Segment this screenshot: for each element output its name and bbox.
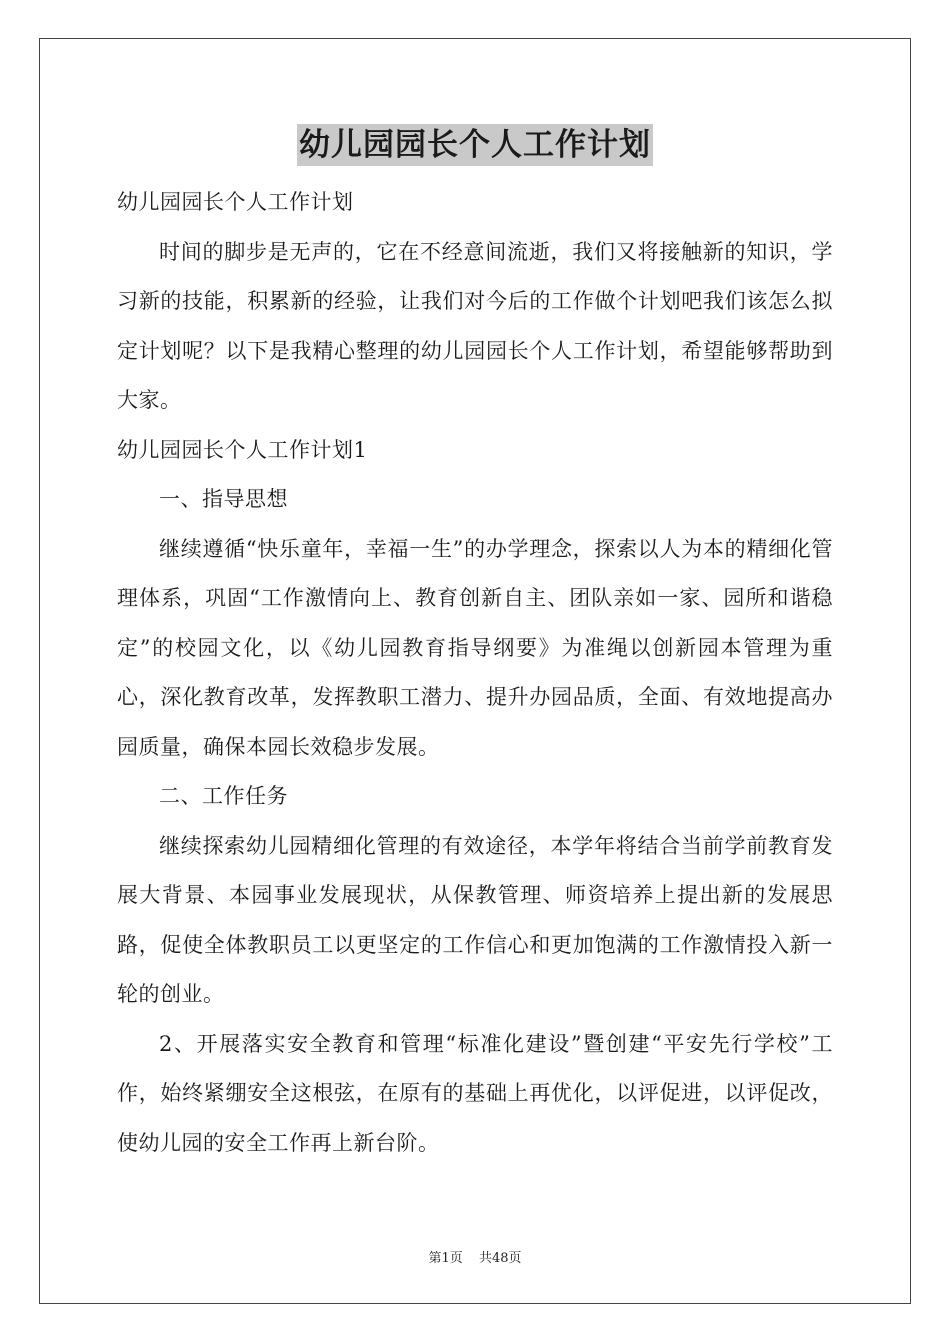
paragraph: 继续探索幼儿园精细化管理的有效途径，本学年将结合当前学前教育发展大背景、本园事业发展现状，从保教管理、师资培养上提出新的发展思路，促使全体教职员工以更坚定的工作信心和更加饱满的工作激情投入新一轮的创业。 (117, 833, 833, 1006)
title-container (0, 124, 950, 166)
paragraph: 继续遵循“快乐童年，幸福一生”的办学理念，探索以人为本的精细化管理体系，巩固“工作激情向上、教育创新自主、团队亲如一家、园所和谐稳定”的校园文化，以《幼儿园教育指导纲要》为准绳以创新园本管理为重心，深化教育改革，发挥教职工潜力、提升办园品质，全面、有效地提高办园质量，确保本园长效稳步发展。 (117, 536, 833, 759)
section-heading: 幼儿园园长个人工作计划1 (117, 437, 368, 462)
paragraph: 2、开展落实安全教育和管理“标准化建设”暨创建“平安先行学校”工作，始终紧绷安全这根弦，在原有的基础上再优化，以评促进，以评促改，使幼儿园的安全工作再上新台阶。 (117, 1031, 833, 1155)
page-total: 共48页 (478, 1251, 522, 1266)
page-footer (0, 1247, 950, 1266)
section-heading: 二、工作任务 (159, 784, 288, 808)
document-title: 幼儿园园长个人工作计划 (297, 124, 653, 166)
page-number: 第1页 (428, 1251, 463, 1266)
paragraph: 幼儿园园长个人工作计划 (117, 190, 354, 214)
section-heading: 一、指导思想 (159, 487, 288, 511)
document-body (117, 178, 833, 1168)
paragraph: 时间的脚步是无声的，它在不经意间流逝，我们又将接触新的知识，学习新的技能，积累新的经验，让我们对今后的工作做个计划吧我们该怎么拟定计划呢？以下是我精心整理的幼儿园园长个人工作计划，希望能够帮助到大家。 (117, 239, 833, 412)
